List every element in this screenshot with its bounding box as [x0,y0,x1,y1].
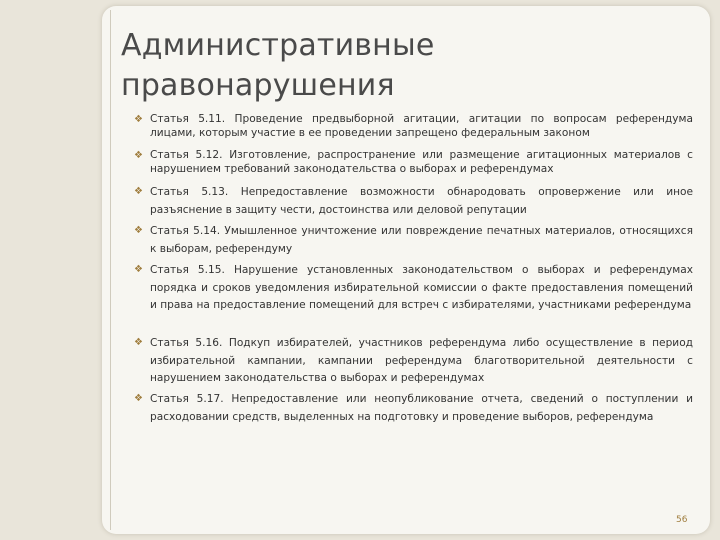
leaf-bullet-icon: ❖ [134,264,143,275]
left-divider-line [110,10,111,530]
leaf-bullet-icon: ❖ [134,337,143,348]
list-item-text: Статья 5.11. Проведение предвыборной агитации, агитации по вопросам референдума лицами, которым участие в ее проведении запрещено федеральным законом [150,113,693,139]
list-item-text: Статья 5.12. Изготовление, распространение или размещение агитационных материалов с нарушением требований законодательства о выборах и референдумах [150,149,693,175]
list-item-text: Статья 5.13. Непредоставление возможности обнародовать опровержение или иное разъяснение в защиту чести, достоинства или деловой репутации [150,186,693,216]
list-item-text: Статья 5.16. Подкуп избирателей, участников референдума либо осуществление в период избирательной кампании, кампании референдума благотворительной деятельности с нарушением законодательства о выборах и референдумах [150,337,693,385]
list-item-text: Статья 5.17. Непредоставление или неопубликование отчета, сведений о поступлении и расходовании средств, выделенных на подготовку и проведение выборов, референдума [150,393,693,423]
leaf-bullet-icon: ❖ [134,150,143,161]
leaf-bullet-icon: ❖ [134,225,143,236]
slide-title [121,26,681,106]
slide-title-line-1: Административные [121,28,435,63]
leaf-bullet-icon: ❖ [134,114,143,125]
list-item-text: Статья 5.15. Нарушение установленных законодательством о выборах и референдумах порядка и сроков уведомления избирательной комиссии о факте предоставления помещений и права на предоставление помещений для встреч с избирателями, участниками референдума [150,264,693,312]
leaf-bullet-icon: ❖ [134,393,143,404]
leaf-bullet-icon: ❖ [134,186,143,197]
list-item-text: Статья 5.14. Умышленное уничтожение или повреждение печатных материалов, относящихся к выборам, референдуму [150,225,693,255]
page-number: 56 [676,515,688,525]
slide-title-line-2: правонарушения [121,68,395,103]
